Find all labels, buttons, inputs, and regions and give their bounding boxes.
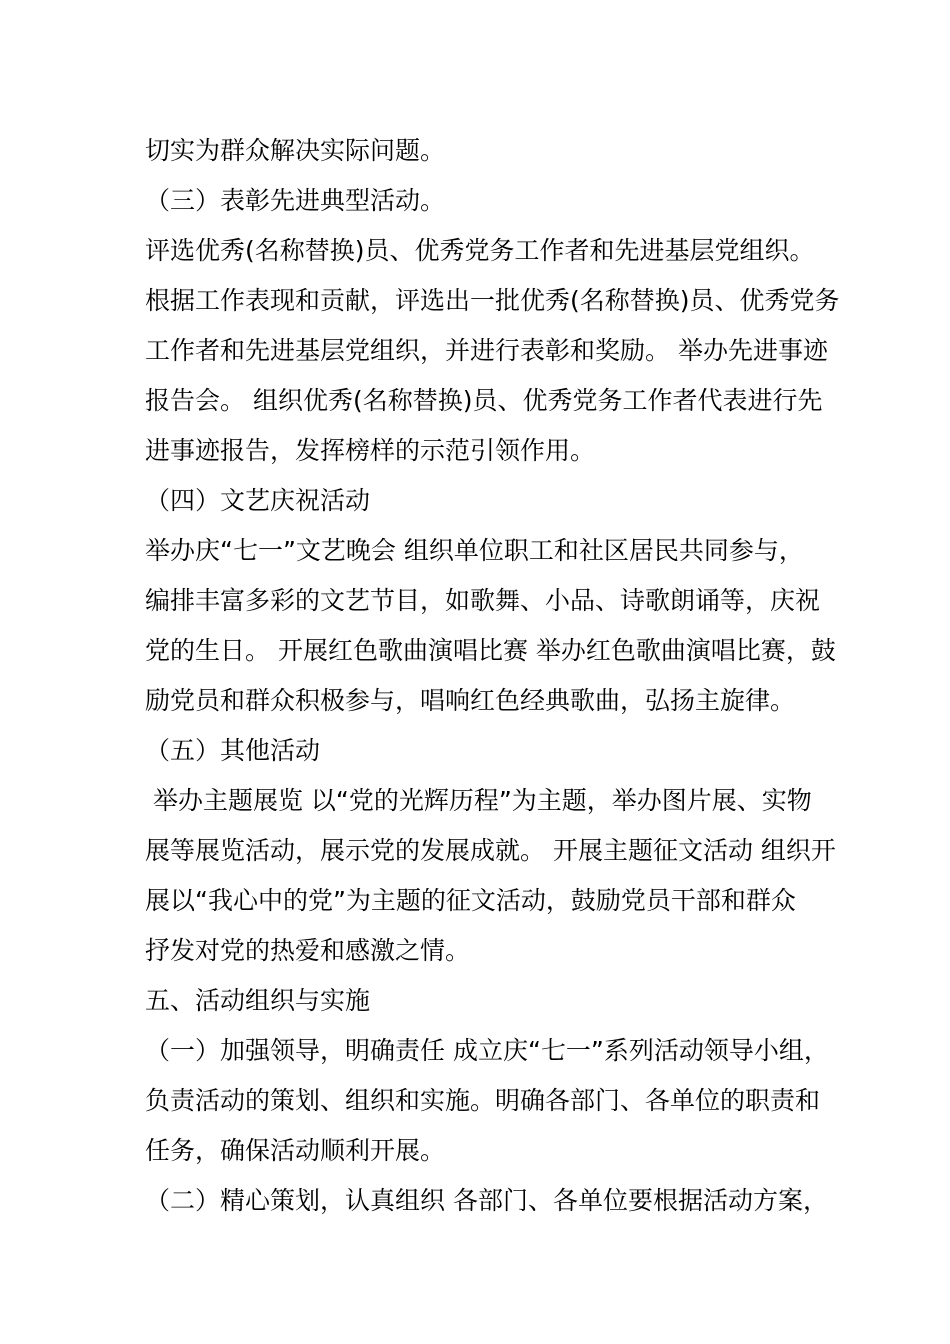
text-line: （一）加强领导，明确责任 成立庆“七一”系列活动领导小组， bbox=[145, 1036, 829, 1065]
text-line: 评选优秀(名称替换)员、优秀党务工作者和先进基层党组织。 bbox=[145, 236, 815, 265]
text-line: 编排丰富多彩的文艺节目，如歌舞、小品、诗歌朗诵等，庆祝 bbox=[145, 586, 821, 615]
text-line: 负责活动的策划、组织和实施。明确各部门、各单位的职责和 bbox=[145, 1086, 821, 1115]
text-line: 进事迹报告，发挥榜样的示范引领作用。 bbox=[145, 436, 596, 465]
text-line: 切实为群众解决实际问题。 bbox=[145, 136, 446, 165]
text-line: 报告会。 组织优秀(名称替换)员、优秀党务工作者代表进行先 bbox=[145, 386, 823, 415]
text-line: 展以“我心中的党”为主题的征文活动，鼓励党员干部和群众 bbox=[145, 886, 796, 915]
text-line: 任务，确保活动顺利开展。 bbox=[145, 1136, 446, 1165]
section-heading: （三）表彰先进典型活动。 bbox=[145, 186, 446, 215]
text-line: 抒发对党的热爱和感激之情。 bbox=[145, 936, 471, 965]
text-line: 根据工作表现和贡献，评选出一批优秀(名称替换)员、优秀党务 bbox=[145, 286, 840, 315]
text-line: 党的生日。 开展红色歌曲演唱比赛 举办红色歌曲演唱比赛，鼓 bbox=[145, 636, 836, 665]
section-heading: （四）文艺庆祝活动 bbox=[145, 486, 371, 515]
text-line: （二）精心策划，认真组织 各部门、各单位要根据活动方案， bbox=[145, 1186, 828, 1215]
section-heading: 五、活动组织与实施 bbox=[145, 986, 371, 1015]
section-heading: （五）其他活动 bbox=[145, 736, 321, 765]
text-line: 励党员和群众积极参与，唱响红色经典歌曲，弘扬主旋律。 bbox=[145, 686, 796, 715]
text-line: 举办庆“七一”文艺晚会 组织单位职工和社区居民共同参与， bbox=[145, 536, 804, 565]
text-line: 举办主题展览 以“党的光辉历程”为主题，举办图片展、实物 bbox=[145, 786, 812, 815]
text-line: 展等展览活动，展示党的发展成就。 开展主题征文活动 组织开 bbox=[145, 836, 836, 865]
text-line: 工作者和先进基层党组织，并进行表彰和奖励。 举办先进事迹 bbox=[145, 336, 828, 365]
